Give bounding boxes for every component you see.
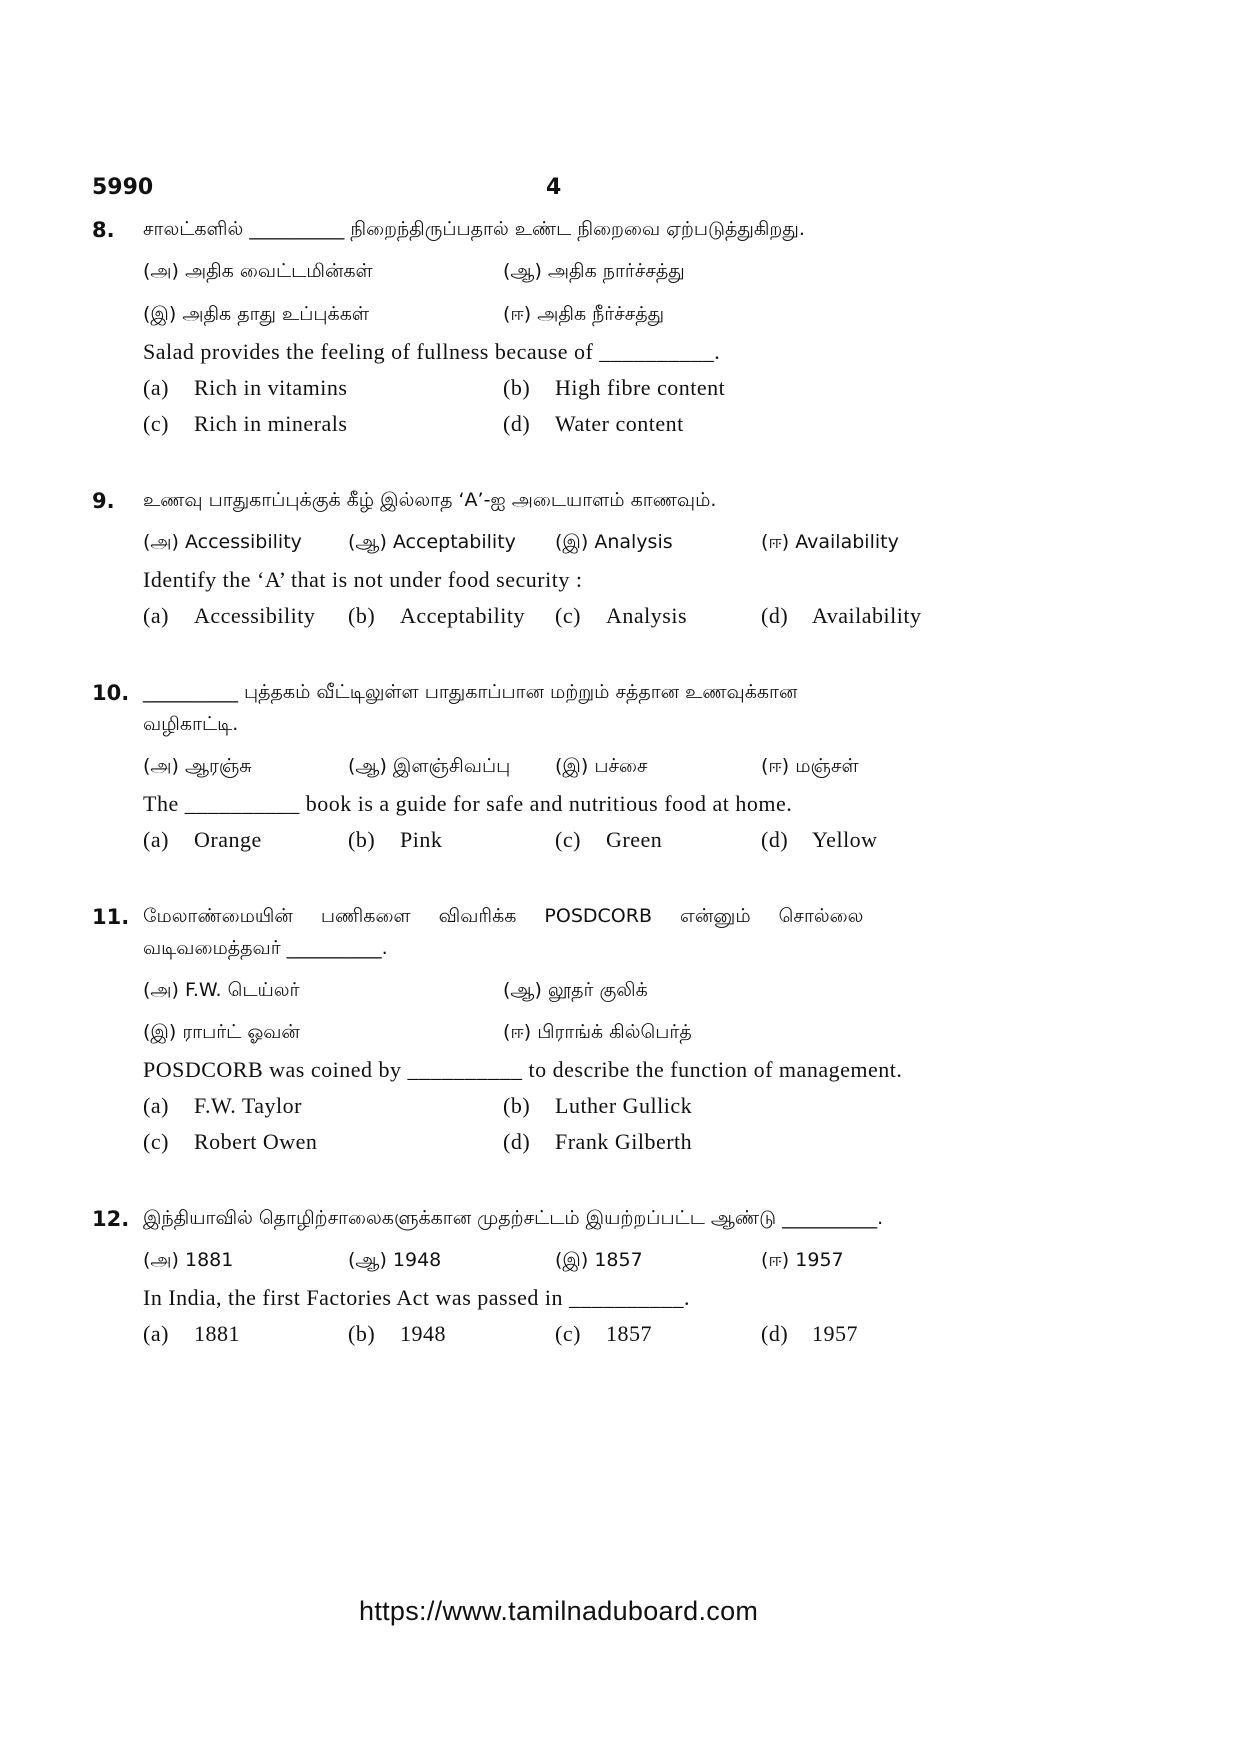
option-label: (c) [555,827,581,852]
question-number: 9. [92,489,115,513]
option-label: (d) [503,1129,531,1154]
option-text: 1948 [400,1321,446,1346]
option-label: (b) [503,375,531,400]
question-number: 10. [92,681,130,705]
question-english: Identify the ‘A’ that is not under food security : [143,567,583,592]
tamil-option: (அ) அதிக வைட்டமின்கள் [143,260,373,282]
tamil-option: (ஈ) Availability [761,531,899,553]
option-label: (c) [143,411,169,436]
question-number: 11. [92,905,130,929]
option-text: Frank Gilberth [555,1129,693,1154]
option-label: (a) [143,1093,169,1118]
option-label: (b) [348,827,376,852]
option-label: (a) [143,603,169,628]
option-text: Luther Gullick [555,1093,693,1118]
question-number: 12. [92,1207,130,1231]
option-text: 1957 [812,1321,858,1346]
option-text: High fibre content [555,375,726,400]
tamil-option: (ஈ) மஞ்சள் [761,755,859,777]
tamil-option: (இ) ராபர்ட் ஓவன் [143,1021,300,1043]
question-number: 8. [92,218,115,242]
question-tamil: இந்தியாவில் தொழிற்சாலைகளுக்கான முதற்சட்டம் இயற்றப்பட்ட ஆண்டு __________. [143,1207,884,1229]
option-label: (a) [143,1321,169,1346]
option-label: (c) [143,1129,169,1154]
option-label: (c) [555,1321,581,1346]
option-text: Pink [400,827,443,852]
option-text: Yellow [812,827,878,852]
option-label: (b) [503,1093,531,1118]
question-tamil: மேலாண்மையின் பணிகளை விவரிக்க POSDCORB என்னும் சொல்லை [143,905,864,927]
tamil-option: (இ) அதிக தாது உப்புக்கள் [143,303,370,325]
tamil-option: (இ) 1857 [555,1249,643,1271]
option-text: Acceptability [400,603,526,628]
question-tamil: உணவு பாதுகாப்புக்குக் கீழ் இல்லாத ‘A’-ஐ அடையாளம் காணவும். [143,489,717,511]
question-english: Salad provides the feeling of fullness because of __________. [143,339,721,364]
option-text: Accessibility [194,603,316,628]
question-english: POSDCORB was coined by __________ to describe the function of management. [143,1057,903,1082]
tamil-option: (இ) பச்சை [555,755,648,777]
tamil-option: (அ) Accessibility [143,531,302,553]
paper-code: 5990 [92,175,154,200]
tamil-option: (ஈ) 1957 [761,1249,844,1271]
tamil-option: (ஆ) 1948 [348,1249,442,1271]
question-english: In India, the first Factories Act was passed in __________. [143,1285,691,1310]
option-label: (d) [761,1321,789,1346]
option-label: (d) [761,827,789,852]
option-label: (b) [348,1321,376,1346]
option-label: (a) [143,375,169,400]
option-text: Rich in vitamins [194,375,348,400]
tamil-option: (ஈ) அதிக நீர்ச்சத்து [503,303,665,325]
option-label: (d) [761,603,789,628]
page-number: 4 [546,175,562,200]
option-text: 1857 [606,1321,652,1346]
option-label: (a) [143,827,169,852]
option-label: (d) [503,411,531,436]
option-text: Water content [555,411,684,436]
tamil-option: (ஆ) லூதர் குலிக் [503,979,648,1001]
option-text: 1881 [194,1321,240,1346]
tamil-option: (அ) 1881 [143,1249,234,1271]
option-text: Robert Owen [194,1129,318,1154]
tamil-option: (ஆ) Acceptability [348,531,516,553]
tamil-option: (இ) Analysis [555,531,673,553]
option-label: (c) [555,603,581,628]
tamil-option: (ஈ) பிராங்க் கில்பெர்த் [503,1021,692,1043]
question-tamil-line2: வழிகாட்டி. [143,713,239,735]
question-tamil: சாலட்களில் __________ நிறைந்திருப்பதால் உண்ட நிறைவை ஏற்படுத்துகிறது. [143,218,805,240]
option-text: Availability [812,603,922,628]
question-tamil: __________ புத்தகம் வீட்டிலுள்ள பாதுகாப்பான மற்றும் சத்தான உணவுக்கான [143,681,798,703]
tamil-option: (ஆ) இளஞ்சிவப்பு [348,755,511,777]
question-english: The __________ book is a guide for safe and nutritious food at home. [143,791,793,816]
question-tamil-line2: வடிவமைத்தவர் __________. [143,937,388,959]
footer-url[interactable]: https://www.tamilnaduboard.com [359,1596,759,1626]
option-label: (b) [348,603,376,628]
tamil-option: (அ) F.W. டெய்லர் [143,979,300,1001]
option-text: F.W. Taylor [194,1093,302,1118]
option-text: Rich in minerals [194,411,348,436]
tamil-option: (அ) ஆரஞ்சு [143,755,252,777]
option-text: Green [606,827,663,852]
tamil-option: (ஆ) அதிக நார்ச்சத்து [503,260,685,282]
option-text: Analysis [606,603,687,628]
option-text: Orange [194,827,262,852]
